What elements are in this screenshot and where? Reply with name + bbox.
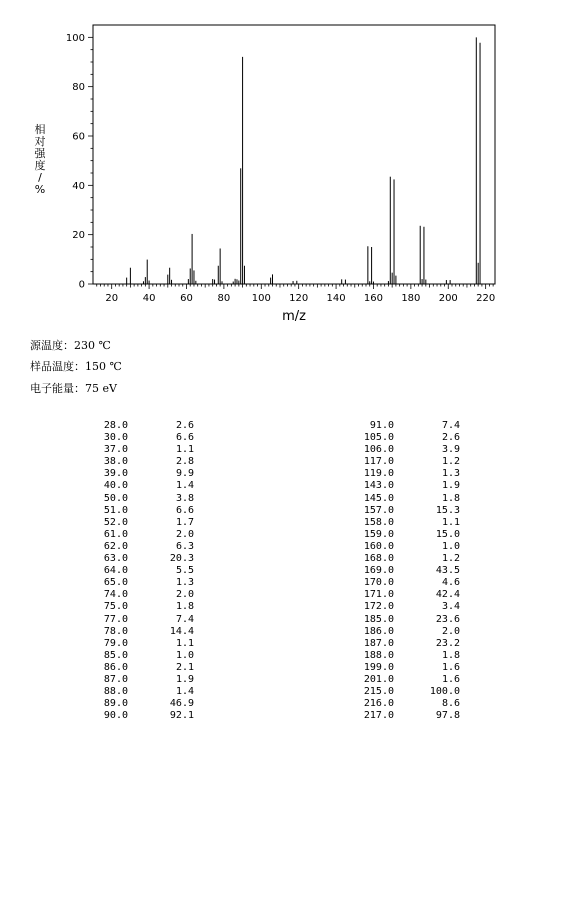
mz-value: 160.0 (363, 540, 394, 552)
x-tick-label: 100 (251, 293, 271, 304)
peak-row (334, 529, 460, 541)
peak-row (68, 480, 194, 492)
mz-value: 201.0 (363, 673, 394, 685)
peak-row (68, 589, 194, 601)
mz-value: 74.0 (103, 589, 128, 601)
peak-table-right (334, 420, 460, 722)
mz-value: 105.0 (363, 432, 394, 444)
mz-value: 143.0 (363, 480, 394, 492)
peak-row (334, 456, 460, 468)
peak-row (334, 650, 460, 662)
mz-value: 215.0 (363, 686, 394, 698)
intensity-value: 7.4 (441, 420, 460, 431)
y-tick-label: 40 (72, 180, 85, 192)
mz-value: 157.0 (363, 504, 394, 516)
x-tick-label: 160 (363, 293, 384, 304)
intensity-value: 6.3 (175, 540, 194, 552)
peak-row (68, 710, 194, 722)
peak-row (68, 493, 194, 505)
peak-row (334, 432, 460, 444)
mz-value: 79.0 (103, 637, 128, 649)
intensity-value: 1.9 (441, 480, 460, 492)
mz-value: 172.0 (363, 601, 394, 613)
peak-table-left (68, 420, 194, 722)
peak-row (68, 468, 194, 480)
peak-row (334, 674, 460, 686)
x-tick-label: 80 (217, 293, 231, 304)
y-tick-label: 100 (65, 32, 85, 44)
peak-row (68, 614, 194, 626)
electron-energy: 电子能量：75 eV (30, 382, 117, 395)
intensity-value: 1.1 (175, 444, 194, 456)
intensity-value: 1.8 (441, 492, 460, 504)
intensity-value: 2.8 (175, 456, 194, 468)
mz-value: 89.0 (103, 698, 128, 710)
peak-row (68, 456, 194, 468)
y-tick-label: 20 (72, 230, 85, 242)
intensity-value: 2.6 (175, 420, 194, 431)
peak-row (334, 589, 460, 601)
mz-value: 52.0 (103, 516, 128, 528)
mz-value: 86.0 (103, 661, 128, 673)
intensity-value: 97.8 (435, 710, 460, 722)
peak-row (68, 505, 194, 517)
mz-value: 170.0 (363, 577, 394, 589)
mz-value: 85.0 (103, 649, 128, 661)
y-axis-label: 相对强度/ % (34, 123, 46, 196)
mz-value: 187.0 (363, 637, 394, 649)
mz-value: 217.0 (363, 710, 394, 722)
intensity-value: 1.8 (441, 649, 460, 661)
peak-row (334, 505, 460, 517)
peak-row (68, 577, 194, 589)
peak-row (334, 698, 460, 710)
peak-row (334, 601, 460, 613)
peak-row (68, 638, 194, 650)
y-tick-label: 60 (72, 131, 85, 143)
intensity-value: 1.2 (441, 456, 460, 468)
peak-row (68, 529, 194, 541)
mz-value: 38.0 (103, 456, 128, 468)
intensity-value: 2.1 (175, 661, 194, 673)
intensity-value: 15.3 (435, 504, 460, 516)
mz-value: 65.0 (103, 577, 128, 589)
peak-row (68, 698, 194, 710)
mz-value: 168.0 (363, 553, 394, 565)
mz-value: 77.0 (103, 613, 128, 625)
mz-value: 75.0 (103, 601, 128, 613)
mz-value: 63.0 (103, 553, 128, 565)
intensity-value: 46.9 (169, 698, 194, 710)
mz-value: 158.0 (363, 516, 394, 528)
sample-temperature: 样品温度：150 ℃ (30, 360, 122, 373)
mz-value: 40.0 (103, 480, 128, 492)
intensity-value: 1.1 (441, 516, 460, 528)
source-temperature: 源温度：230 ℃ (30, 339, 111, 352)
x-tick-label: 20 (105, 293, 119, 304)
intensity-value: 6.6 (175, 432, 194, 444)
peak-row (334, 577, 460, 589)
intensity-value: 1.6 (441, 661, 460, 673)
intensity-value: 2.6 (441, 432, 460, 444)
peak-row (68, 517, 194, 529)
intensity-value: 1.4 (175, 480, 194, 492)
peak-row (334, 444, 460, 456)
intensity-value: 1.2 (441, 553, 460, 565)
peak-row (334, 710, 460, 722)
peak-row (334, 626, 460, 638)
intensity-value: 1.8 (175, 601, 194, 613)
mz-value: 39.0 (103, 468, 128, 480)
x-axis-label: m/z (282, 309, 306, 324)
mz-value: 28.0 (103, 420, 128, 431)
mz-value: 117.0 (363, 456, 394, 468)
intensity-value: 1.9 (175, 673, 194, 685)
intensity-value: 8.6 (441, 698, 460, 710)
mz-value: 37.0 (103, 444, 128, 456)
mz-value: 119.0 (363, 468, 394, 480)
mz-value: 185.0 (363, 613, 394, 625)
mz-value: 30.0 (103, 432, 128, 444)
peak-row (334, 493, 460, 505)
mz-value: 90.0 (103, 710, 128, 722)
x-tick-label: 220 (476, 293, 496, 304)
x-tick-label: 140 (326, 293, 346, 304)
mz-value: 199.0 (363, 661, 394, 673)
peak-row (334, 614, 460, 626)
peak-row (334, 517, 460, 529)
intensity-value: 92.1 (169, 710, 194, 722)
intensity-value: 2.0 (441, 625, 460, 637)
peak-row (334, 541, 460, 553)
mz-value: 186.0 (363, 625, 394, 637)
intensity-value: 20.3 (169, 553, 194, 565)
y-axis (66, 33, 93, 291)
peak-row (68, 650, 194, 662)
intensity-value: 43.5 (435, 565, 460, 577)
intensity-value: 42.4 (435, 589, 460, 601)
intensity-value: 4.6 (441, 577, 460, 589)
y-tick-label: 80 (72, 82, 85, 94)
peak-row (68, 662, 194, 674)
peak-row (68, 553, 194, 565)
intensity-value: 6.6 (175, 504, 194, 516)
peak-row (334, 468, 460, 480)
mz-value: 106.0 (363, 444, 394, 456)
intensity-value: 5.5 (175, 565, 194, 577)
intensity-value: 23.6 (435, 613, 460, 625)
mz-value: 169.0 (363, 565, 394, 577)
mz-value: 78.0 (103, 625, 128, 637)
mz-value: 159.0 (363, 528, 394, 540)
intensity-value: 1.7 (175, 516, 194, 528)
peak-row (68, 432, 194, 444)
intensity-value: 7.4 (175, 613, 194, 625)
peak-row (68, 565, 194, 577)
intensity-value: 1.3 (175, 577, 194, 589)
mz-value: 62.0 (103, 540, 128, 552)
peak-row (68, 601, 194, 613)
intensity-value: 3.8 (175, 492, 194, 504)
intensity-value: 9.9 (175, 468, 194, 480)
peak-row (334, 662, 460, 674)
intensity-value: 15.0 (435, 528, 460, 540)
x-tick-label: 180 (401, 293, 421, 304)
peak-row (334, 553, 460, 565)
mz-value: 88.0 (103, 686, 128, 698)
peak-row (334, 638, 460, 650)
peak-row (68, 541, 194, 553)
y-tick-label: 0 (78, 279, 85, 291)
x-tick-label: 120 (289, 293, 309, 304)
intensity-value: 1.1 (175, 637, 194, 649)
mz-value: 145.0 (363, 492, 394, 504)
intensity-value: 100.0 (429, 686, 460, 698)
intensity-value: 1.0 (441, 540, 460, 552)
mz-value: 87.0 (103, 673, 128, 685)
peak-row (68, 686, 194, 698)
mz-value: 188.0 (363, 649, 394, 661)
intensity-value: 3.9 (441, 444, 460, 456)
peak-row (334, 565, 460, 577)
peak-row (68, 626, 194, 638)
mz-value: 61.0 (103, 528, 128, 540)
intensity-value: 1.4 (175, 686, 194, 698)
peak-row (68, 444, 194, 456)
x-tick-label: 60 (180, 293, 193, 304)
peak-row (334, 686, 460, 698)
mz-value: 171.0 (363, 589, 394, 601)
mz-value: 216.0 (363, 698, 394, 710)
mz-value: 50.0 (103, 492, 128, 504)
mz-value: 91.0 (369, 420, 394, 431)
mz-value: 64.0 (103, 565, 128, 577)
intensity-value: 1.3 (441, 468, 460, 480)
intensity-value: 14.4 (169, 625, 194, 637)
peak-row (334, 420, 460, 432)
peak-row (68, 674, 194, 686)
peaks-group (127, 37, 480, 284)
intensity-value: 2.0 (175, 528, 194, 540)
mz-value: 51.0 (103, 504, 128, 516)
x-tick-label: 200 (438, 293, 458, 304)
intensity-value: 2.0 (175, 589, 194, 601)
intensity-value: 1.0 (175, 649, 194, 661)
x-axis (97, 284, 495, 304)
x-tick-label: 40 (142, 293, 156, 304)
mass-spectrum-chart (0, 0, 570, 330)
intensity-value: 3.4 (441, 601, 460, 613)
plot-frame (93, 25, 495, 284)
peak-row (68, 420, 194, 432)
intensity-value: 1.6 (441, 673, 460, 685)
peak-row (334, 480, 460, 492)
intensity-value: 23.2 (435, 637, 460, 649)
